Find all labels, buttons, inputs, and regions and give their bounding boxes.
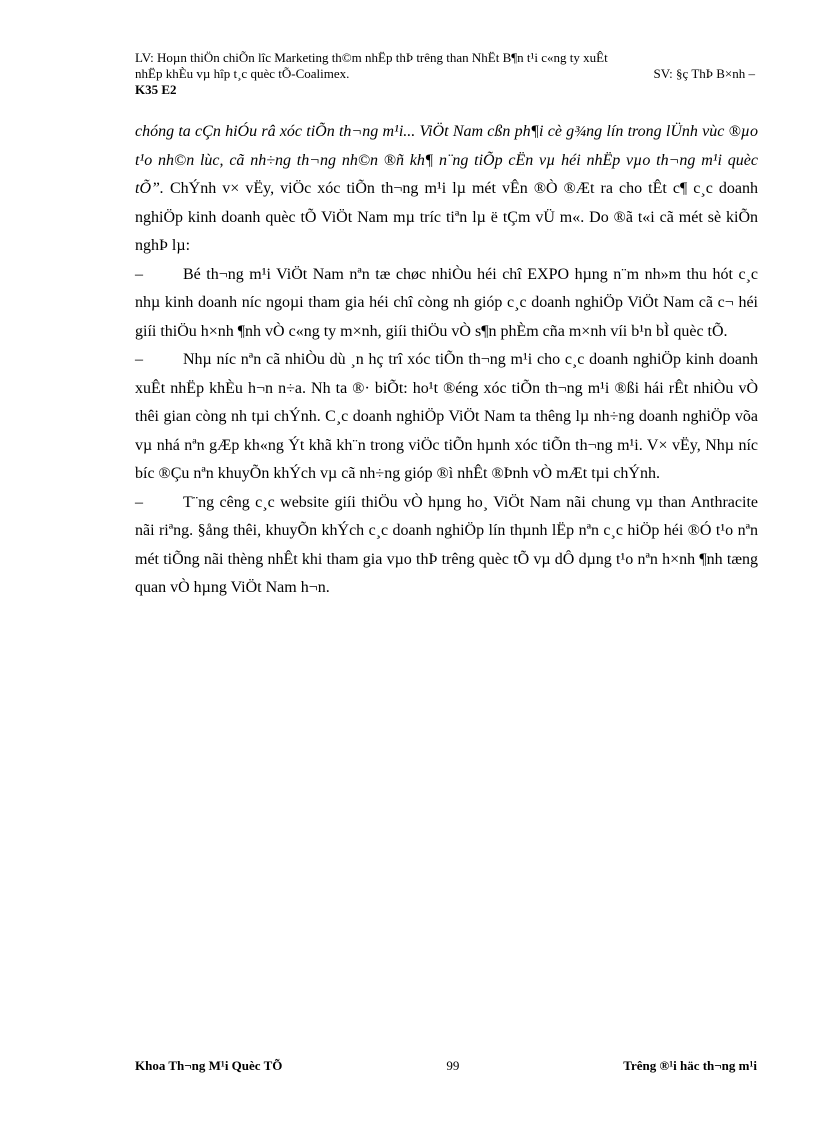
- recommendation-item-3: [135, 489, 758, 603]
- header-line-1: LV: Hoµn thiÖn chiÕn lîc Marketing th©m nhËp thÞ trêng than NhËt B¶n t¹i c«ng ty xuÊt: [135, 50, 608, 65]
- header-line-2: [135, 66, 755, 82]
- footer-university: Trêng ®¹i häc th¬ng m¹i: [623, 1058, 757, 1073]
- opening-paragraph: [135, 118, 758, 261]
- bullet-dash: –: [135, 493, 143, 511]
- opening-paragraph-text: ChÝnh v× vËy, viÖc xóc tiÕn th¬ng m¹i lµ mét vÊn ®Ò ®Æt ra cho tÊt c¶ c¸c doanh nghiÖp kinh doanh quèc tÕ ViÖt Nam mµ tríc tiªn lµ ë tÇm vÜ m«. Do ®ã t«i cã mét sè kiÕn nghÞ lµ:: [135, 180, 758, 254]
- recommendation-text-1: Bé th¬ng m¹i ViÖt Nam nªn tæ chøc nhiÒu héi chî EXPO hµng n¨m nh»m thu hót c¸c nhµ kinh doanh níc ngoµi tham gia héi chî còng nh gióp c¸c doanh nghiÖp ViÖt Nam cã c¬ héi giíi thiÖu h×nh ¶nh vÒ c«ng ty m×nh, giíi thiÖu vÒ s¶n phÈm cña m×nh víi b¹n bÌ quèc tÕ.: [135, 265, 758, 340]
- opening-quote-italic: chóng ta cÇn hiÓu râ xóc tiÕn th¬ng m¹i... ViÖt Nam cßn ph¶i cè g¾ng lín trong lÜnh vùc ®µo t¹o nh©n lùc, cã nh÷ng th¬ng nh©n ®ñ kh¶ n¨ng tiÕp cËn vµ héi nhËp vµo th¬ng m¹i quèc tÕ”.: [135, 123, 758, 197]
- footer-faculty: Khoa Th¬ng M¹i Quèc TÕ: [135, 1058, 283, 1073]
- document-body: [135, 118, 758, 603]
- header-student: SV: §ç ThÞ B×nh –: [653, 66, 755, 81]
- page-footer: [135, 1058, 757, 1074]
- header-class-code: K35 E2: [135, 82, 177, 97]
- recommendation-item-1: [135, 261, 758, 347]
- bullet-dash: –: [135, 265, 143, 283]
- recommendation-item-2: [135, 346, 758, 489]
- page-number: 99: [446, 1058, 460, 1073]
- page-header: [135, 50, 755, 98]
- recommendation-text-3: T¨ng cêng c¸c website giíi thiÖu vÒ hµng ho¸ ViÖt Nam nãi chung vµ than Anthracite nãi riªng. §ång thêi, khuyÕn khÝch c¸c doanh nghiÖp lín thµnh lËp nªn c¸c hiÖp héi ®Ó t¹o nªn mét tiÕng nãi thèng nhÊt khi tham gia vµo thÞ trêng quèc tÕ vµ dÔ dµng t¹o nªn h×nh ¶nh tæng quan vÒ hµng ViÖt Nam h¬n.: [135, 493, 758, 596]
- header-thesis-company: nhËp khÈu vµ hîp t¸c quèc tÕ-Coalimex.: [135, 66, 350, 81]
- bullet-dash: –: [135, 351, 143, 368]
- recommendation-text-2: Nhµ níc nªn cã nhiÒu dù ¸n hç trî xóc tiÕn th¬ng m¹i cho c¸c doanh nghiÖp kinh doanh xuÊt nhËp khÈu h¬n n÷a. Nh ta ®· biÕt: ho¹t ®éng xóc tiÕn th¬ng m¹i ®ßi hái rÊt nhiÒu vÒ thêi gian còng nh tµi chÝnh. C¸c doanh nghiÖp ViÖt Nam ta thêng lµ nh÷ng doanh nghiÖp võa vµ nhá nªn gÆp kh«ng Ýt khã kh¨n trong viÖc tiÕn hµnh xóc tiÕn th¬ng m¹i. V× vËy, Nhµ níc bíc ®Çu nªn khuyÕn khÝch vµ cã nh÷ng gióp ®ì nhÊt ®Þnh vÒ mÆt tµi chÝnh.: [135, 351, 758, 482]
